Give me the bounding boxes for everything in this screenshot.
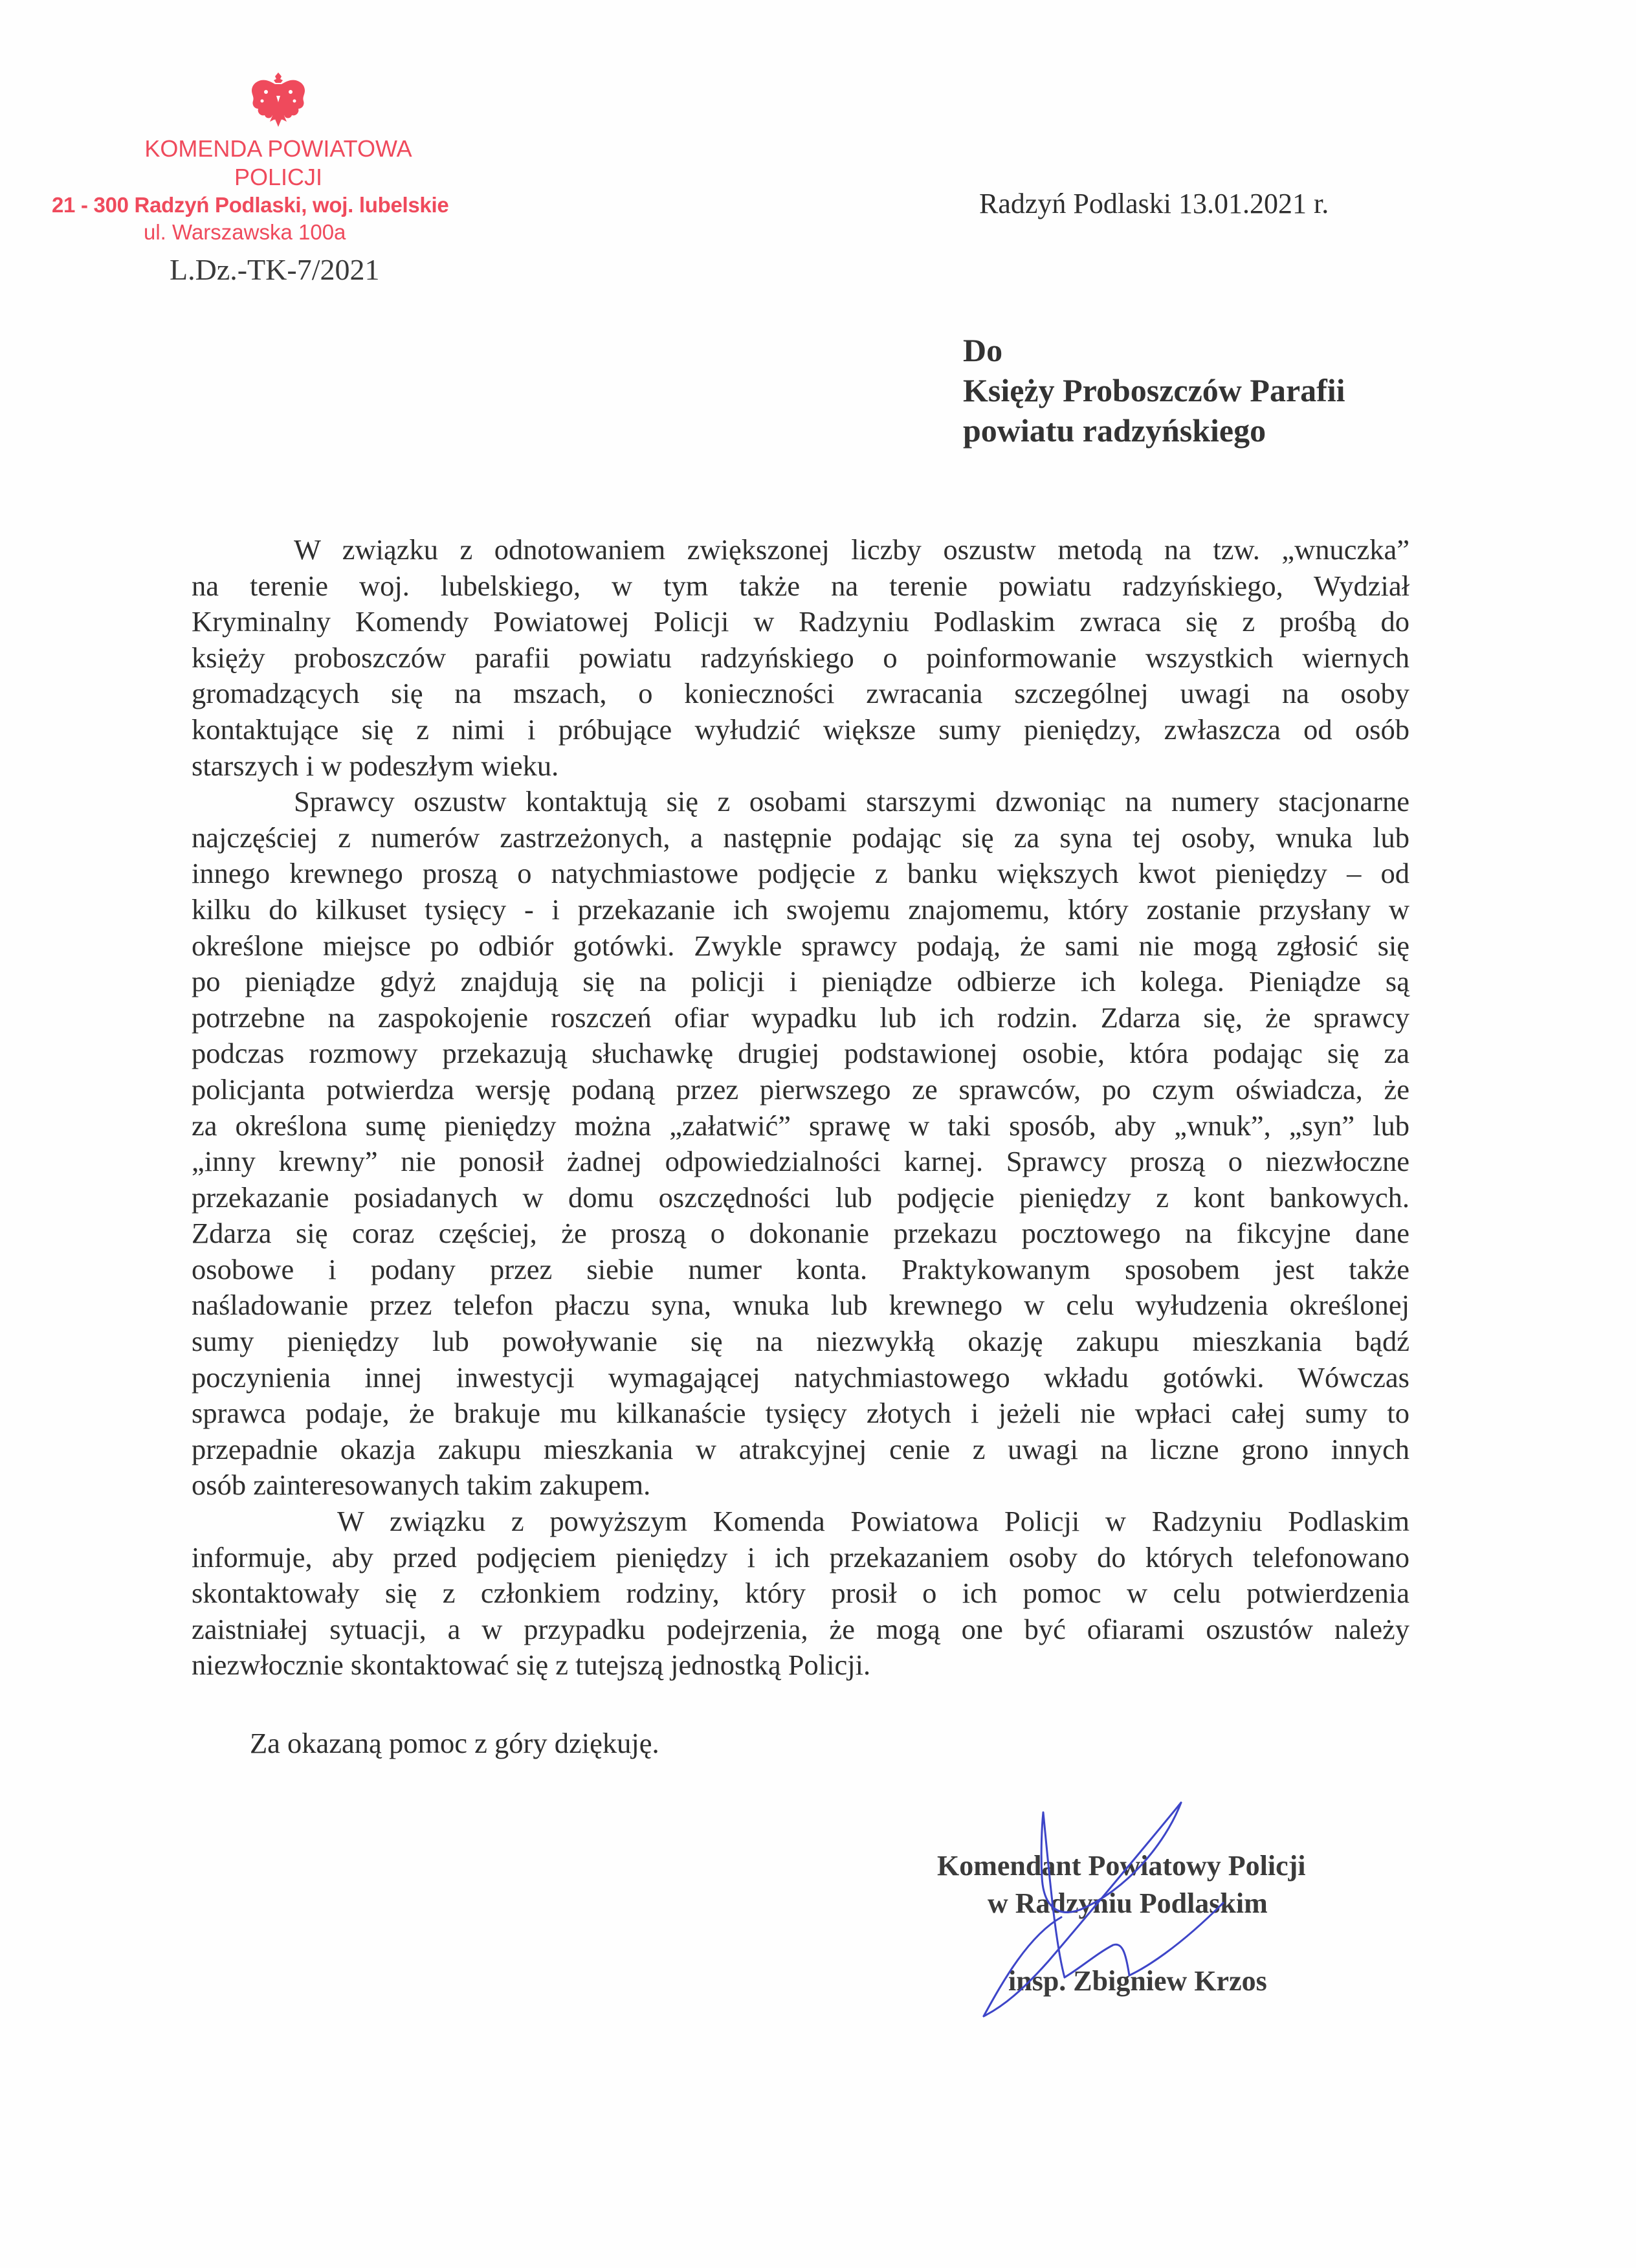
body-line: na terenie woj. lubelskiego, w tym także na terenie powiatu radzyńskiego, Wydział	[192, 569, 1409, 602]
body-line: potrzebne na zaspokojenie roszczeń ofiar wypadku lub ich rodzin. Zdarza się, że sprawcy	[192, 1001, 1409, 1034]
reference-number: L.Dz.-TK-7/2021	[170, 253, 380, 286]
body-line: poczynienia innej inwestycji wymagającej natychmiastowego wkładu gotówki. Wówczas	[192, 1361, 1409, 1394]
body-line: starszych i w podeszłym wieku.	[192, 749, 559, 782]
body-line: osób zainteresowanych takim zakupem.	[192, 1469, 651, 1502]
body-line: Zdarza się coraz częściej, że proszą o dokonanie przekazu pocztowego na fikcyjne dane	[192, 1217, 1409, 1250]
polish-eagle-icon	[243, 70, 314, 135]
body-line: za określona sumę pieniędzy można „załatwić” sprawę w taki sposób, aby „wnuk”, „syn” lub	[192, 1109, 1409, 1142]
recipient-line-name: Księży Proboszczów Parafii	[963, 372, 1345, 408]
body-line: określone miejsce po odbiór gotówki. Zwykle sprawcy podają, że sami nie mogą zgłosić się	[192, 929, 1409, 962]
body-line: przepadnie okazja zakupu mieszkania w atrakcyjnej cenie z uwagi na liczne grono innych	[192, 1432, 1409, 1465]
letter-body	[192, 532, 1409, 1684]
recipient-block	[963, 330, 1345, 450]
signatory-name: insp. Zbigniew Krzos	[1008, 1965, 1267, 1997]
signatory-unit: w Radzyniu Podlaskim	[988, 1887, 1268, 1919]
body-line: najczęściej z numerów zastrzeżonych, a następnie podając się za syna tej osoby, wnuka lub	[192, 821, 1409, 854]
body-line: policjanta potwierdza wersję podaną przez pierwszego ze sprawców, po czym oświadcza, że	[192, 1073, 1409, 1106]
signatory-title: Komendant Powiatowy Policji	[937, 1850, 1306, 1882]
closing-line: Za okazaną pomoc z góry dziękuję.	[250, 1727, 659, 1759]
body-line: sprawca podaje, że brakuje mu kilkanaście tysięcy złotych i jeżeli nie wpłaci całej sumy to	[192, 1397, 1409, 1430]
body-line: osobowe i podany przez siebie numer konta. Praktykowanym sposobem jest także	[192, 1252, 1409, 1285]
body-line: W związku z powyższym Komenda Powiatowa Policji w Radzyniu Podlaskim	[337, 1505, 1409, 1538]
stamp-line-city: 21 - 300 Radzyń Podlaski, woj. lubelskie	[52, 193, 449, 217]
body-line: „inny krewny” nie ponosił żadnej odpowiedzialności karnej. Sprawcy proszą o niezwłoczne	[192, 1145, 1409, 1178]
body-line: niezwłocznie skontaktować się z tutejszą jednostką Policji.	[192, 1649, 871, 1682]
recipient-line-district: powiatu radzyńskiego	[963, 412, 1266, 449]
date-line: Radzyń Podlaski 13.01.2021 r.	[979, 188, 1329, 219]
body-line: kontaktujące się z nimi i próbujące wyłudzić większe sumy pieniędzy, zwłaszcza od osób	[192, 713, 1409, 746]
body-line: skontaktowały się z członkiem rodziny, który prosił o ich pomoc w celu potwierdzenia	[192, 1577, 1409, 1610]
body-line: zaistniałej sytuacji, a w przypadku podejrzenia, że mogą one być ofiarami oszustów należy	[192, 1612, 1409, 1645]
body-line: informuje, aby przed podjęciem pieniędzy i ich przekazaniem osoby do których telefonowano	[192, 1540, 1409, 1573]
body-line: innego krewnego proszą o natychmiastowe podjęcie z banku większych kwot pieniędzy – od	[192, 857, 1409, 890]
body-line: sumy pieniędzy lub powoływanie się na niezwykłą okazję zakupu mieszkania bądź	[192, 1325, 1409, 1358]
paragraph-2	[192, 784, 1409, 1504]
stamp-line-street: ul. Warszawska 100a	[144, 220, 346, 244]
stamp-line-policji: POLICJI	[234, 164, 323, 190]
body-line: kilku do kilkuset tysięcy - i przekazanie ich swojemu znajomemu, który zostanie przysłany w	[192, 893, 1409, 926]
recipient-line-do: Do	[963, 332, 1003, 368]
body-line: W związku z odnotowaniem zwiększonej liczby oszustw metodą na tzw. „wnuczka”	[294, 533, 1409, 566]
body-line: księży proboszczów parafii powiatu radzyńskiego o poinformowanie wszystkich wiernych	[192, 641, 1409, 674]
stamp-line-institution: KOMENDA POWIATOWA	[144, 135, 412, 162]
body-line: podczas rozmowy przekazują słuchawkę drugiej podstawionej osobie, która podając się za	[192, 1037, 1409, 1070]
body-line: gromadzących się na mszach, o konieczności zwracania szczególnej uwagi na osoby	[192, 677, 1409, 710]
body-line: po pieniądze gdyż znajdują się na policji i pieniądze odbierze ich kolega. Pieniądze są	[192, 965, 1409, 998]
body-line: przekazanie posiadanych w domu oszczędności lub podjęcie pieniędzy z kont bankowych.	[192, 1181, 1409, 1214]
paragraph-1	[192, 532, 1409, 784]
body-line: Sprawcy oszustw kontaktują się z osobami starszymi dzwoniąc na numery stacjonarne	[294, 785, 1409, 818]
body-line: Kryminalny Komendy Powiatowej Policji w Radzyniu Podlaskim zwraca się z prośbą do	[192, 605, 1409, 638]
body-line: naśladowanie przez telefon płaczu syna, wnuka lub krewnego w celu wyłudzenia określonej	[192, 1289, 1409, 1322]
paragraph-3	[192, 1504, 1409, 1684]
